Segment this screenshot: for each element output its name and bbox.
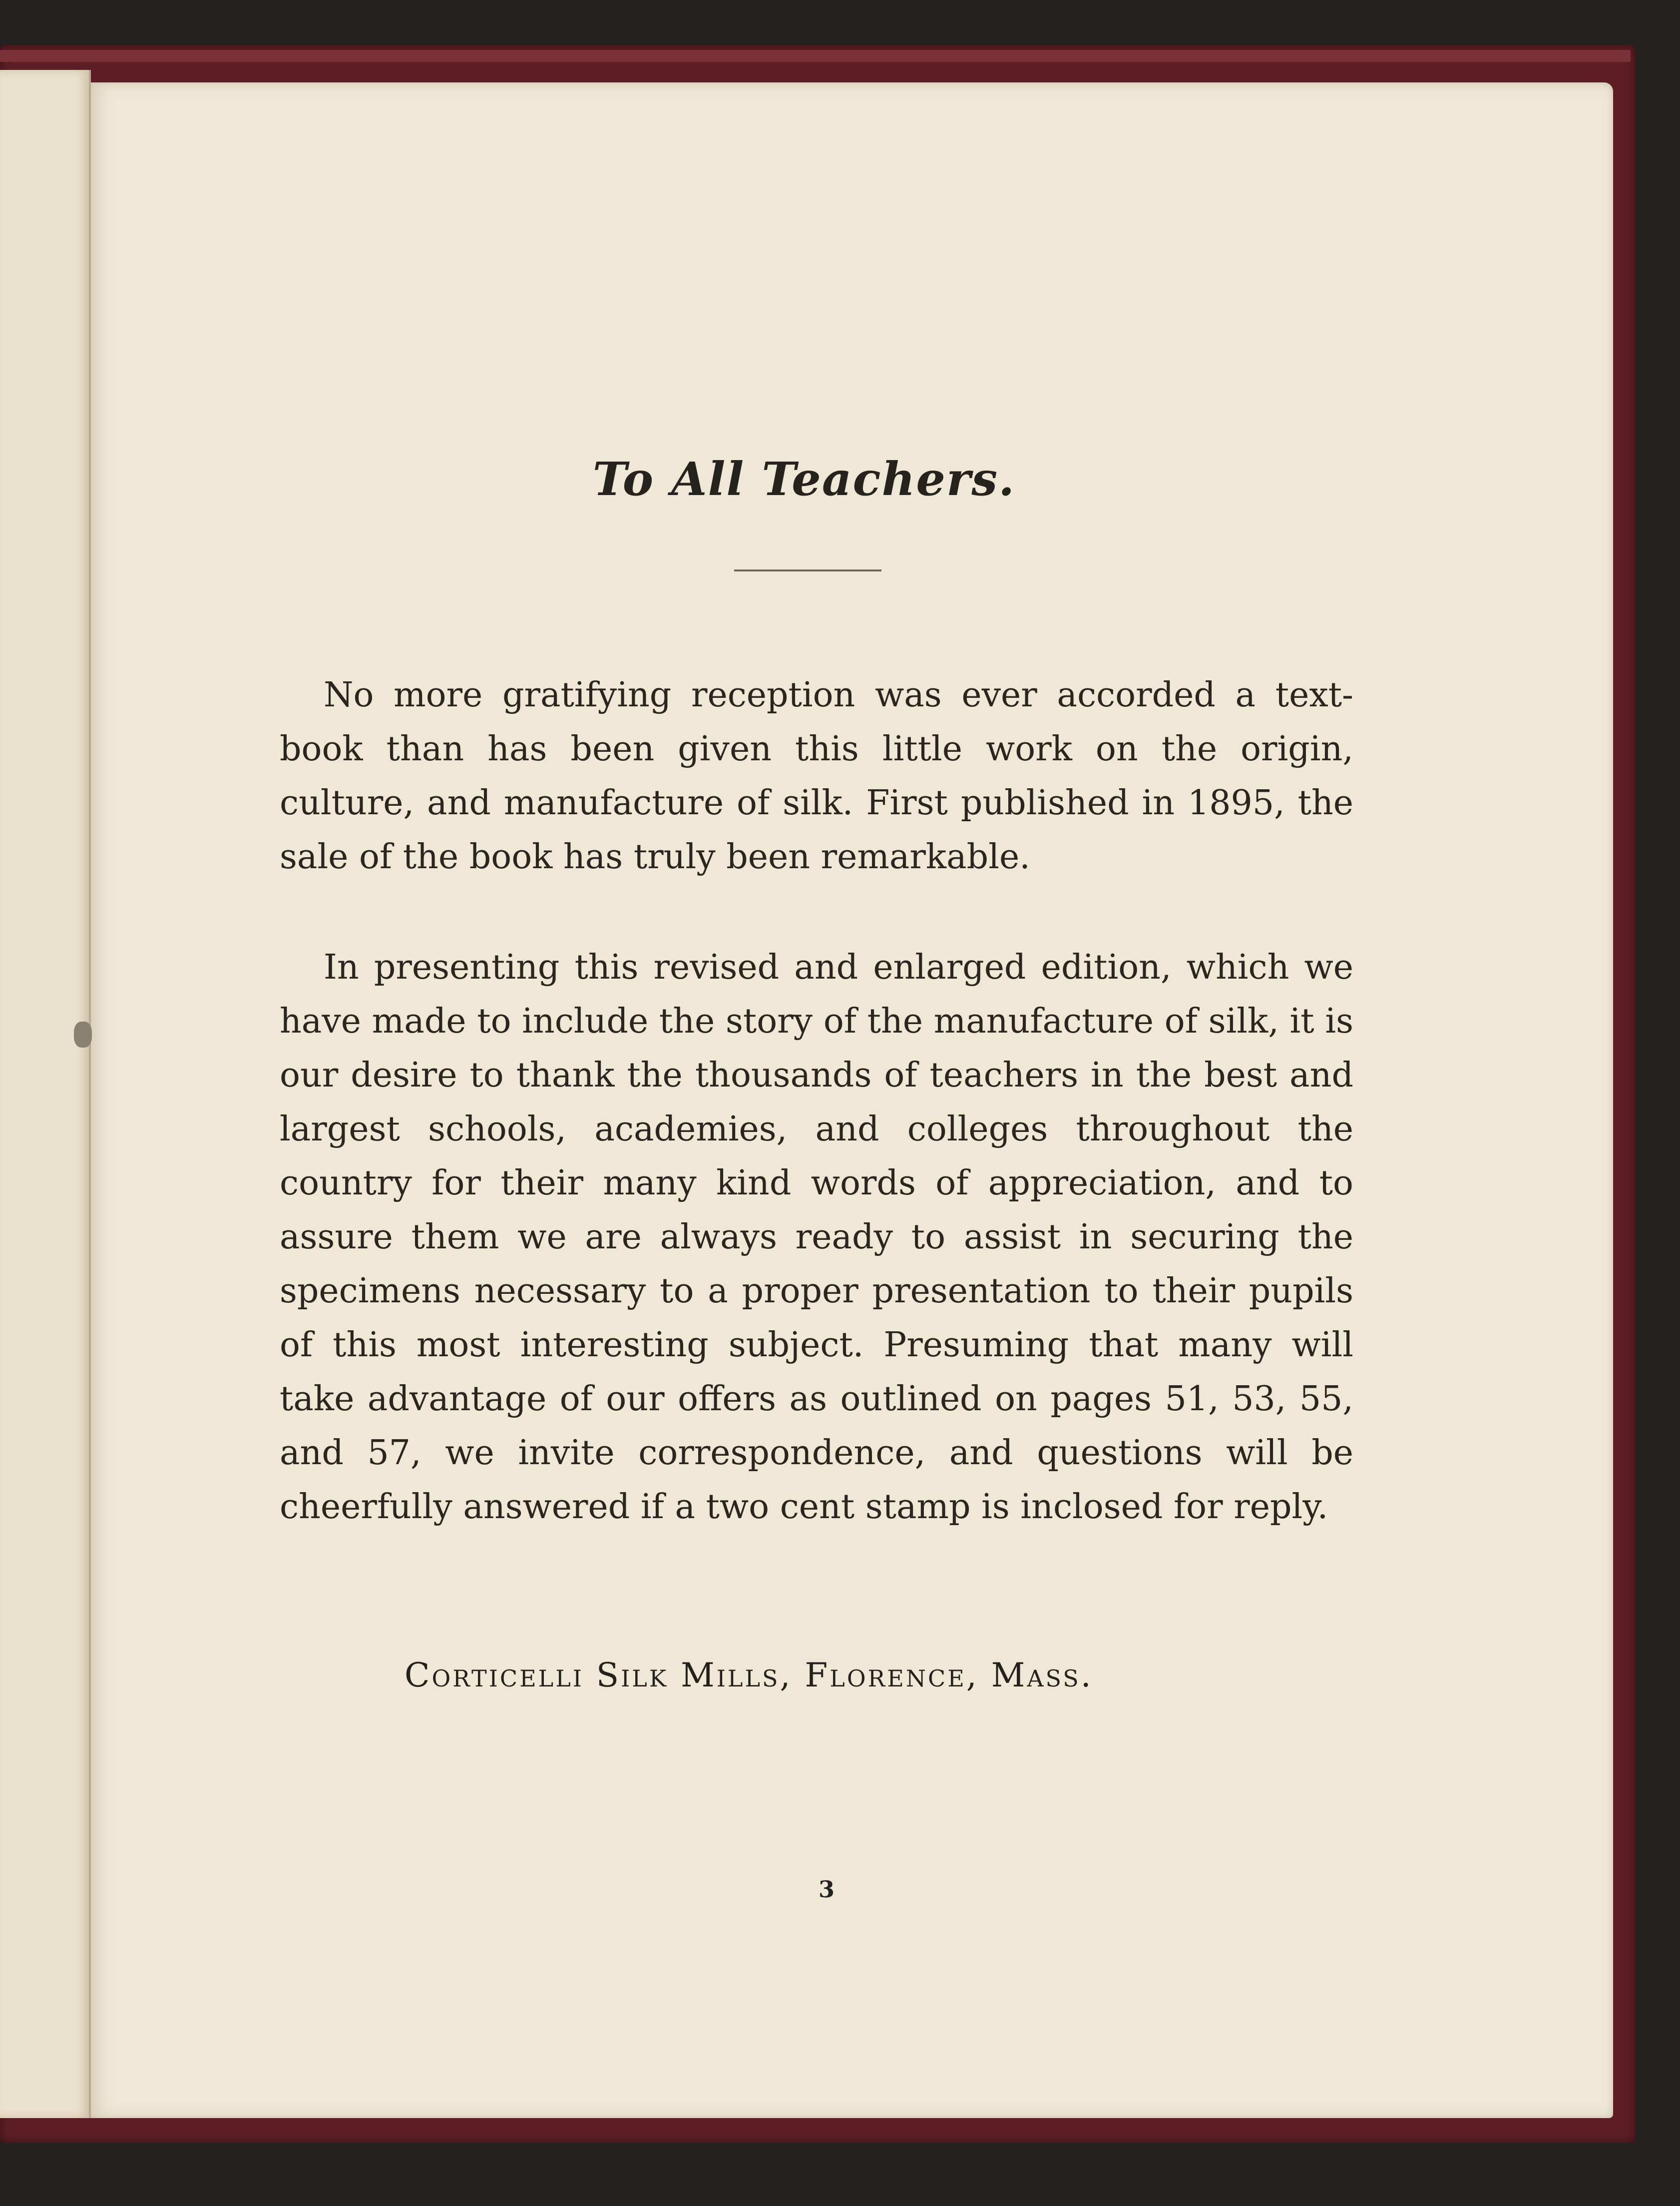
page-title: To All Teachers.: [592, 452, 1016, 506]
title-divider: [734, 569, 881, 571]
signature: Corticelli Silk Mills, Florence, Mass.: [405, 1656, 1093, 1694]
page-number: 3: [818, 1876, 835, 1903]
cover-edge: [0, 50, 1631, 62]
binding-stitch-icon: [74, 1022, 92, 1048]
paragraph-2: In presenting this revised and enlarged edition, which we have made to include the story of the manufacture of silk, it is our desire to thank the thousands of teachers in the best and largest schools, academies, and colleges throughout the country for their many kind words of appreciation, and to assure them we are always ready to assist in securing the specimens necessary to a proper presentation to their pupils of this most interesting subject. Presuming that many will take advantage of our offers as outlined on pages 51, 53, 55, and 57, we invite correspondence, and questions will be cheerfully answered if a two cent stamp is inclosed for reply.: [280, 948, 1353, 1527]
paragraph-1: No more gratifying reception was ever accorded a text-book than has been given this little work on the origin, culture, and manufacture of silk. First published in 1895, the sale of the book has truly been remarkable.: [280, 675, 1353, 877]
gutter-line: [89, 70, 91, 2118]
left-page-edge: [0, 70, 90, 2118]
